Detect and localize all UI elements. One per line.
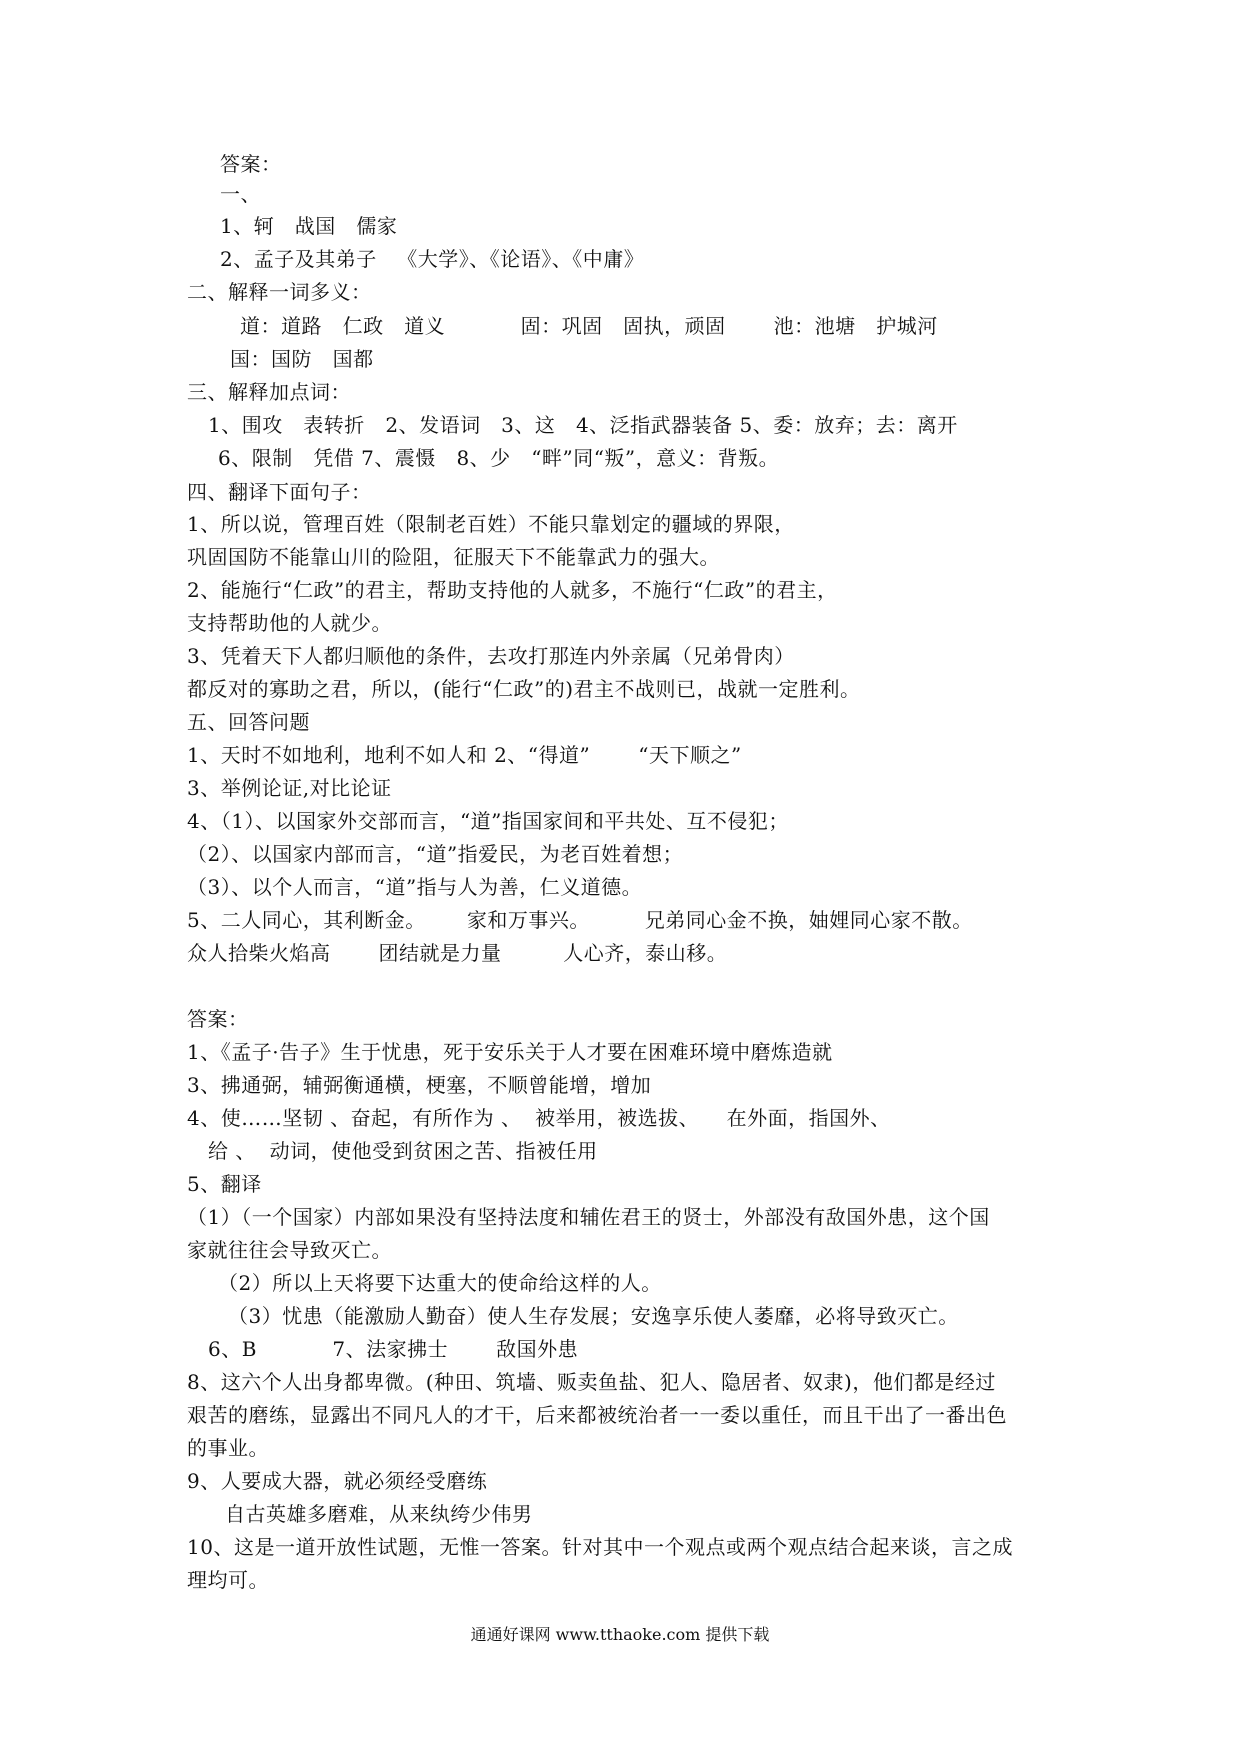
answer-line: （2）、以国家内部而言，“道”指爱民，为老百姓着想； [187,842,684,866]
answer-line: 9、人要成大器，就必须经受磨练 [187,1469,488,1493]
answer-line: 1、围攻 表转折 2、发语词 3、这 4、泛指武器装备 5、委：放弃；去：离开 [208,413,958,437]
answer-line: 支持帮助他的人就少。 [187,611,392,635]
answer-heading: 答案： [220,152,282,176]
answer-line: 理均可。 [187,1568,269,1592]
answer-line: （2）所以上天将要下达重大的使命给这样的人。 [218,1271,662,1295]
answer-line: 的事业。 [187,1436,269,1460]
answer-line: 众人拾柴火焰高 团结就是力量 人心齐，泰山移。 [187,941,728,965]
answer-line: 6、B 7、法家拂士 敌国外患 [208,1337,579,1361]
answer-line: 艰苦的磨练，显露出不同凡人的才干，后来都被统治者一一委以重任，而且干出了一番出色 [187,1403,1007,1427]
answer-line: 4、（1）、以国家外交部而言，“道”指国家间和平共处、互不侵犯； [187,809,789,833]
section-one-heading: 一、 [220,182,261,206]
answer-line: 3、拂通弼，辅弼衡通横，梗塞，不顺曾能增，增加 [187,1073,652,1097]
answer-line: 3、凭着天下人都归顺他的条件，去攻打那连内外亲属（兄弟骨肉） [187,644,795,668]
page-footer: 通通好课网 www.tthaoke.com 提供下载 [470,1625,770,1644]
answer-line: 2、能施行“仁政”的君主，帮助支持他的人就多，不施行“仁政”的君主， [187,578,838,602]
answer-line: 给 、 动词，使他受到贫困之苦、指被任用 [208,1139,598,1163]
answer-line: 4、使……坚韧 、奋起，有所作为 、 被举用，被选拔、 在外面，指国外、 [187,1106,891,1130]
answer-line: 自古英雄多磨难，从来纨绔少伟男 [225,1502,533,1526]
answer-line: 国：国防 国都 [230,347,374,371]
answer-line: 1、所以说，管理百姓（限制老百姓）不能只靠划定的疆域的界限， [187,512,795,536]
answer-line: 道：道路 仁政 道义 固：巩固 固执，顽固 池：池塘 护城河 [240,314,938,338]
answer-line: （1）（一个国家）内部如果没有坚持法度和辅佐君王的贤士，外部没有敌国外患，这个国 [187,1205,990,1229]
section-heading: 三、解释加点词： [187,380,351,404]
answer-line: 家就往往会导致灭亡。 [187,1238,392,1262]
answer-line: 10、这是一道开放性试题，无惟一答案。针对其中一个观点或两个观点结合起来谈，言之成 [187,1535,1013,1559]
answer-heading: 答案： [187,1007,249,1031]
answer-line: 6、限制 凭借 7、震慑 8、少 “畔”同“叛”，意义：背叛。 [218,446,780,470]
answer-line: 5、二人同心，其利断金。 家和万事兴。 兄弟同心金不换，妯娌同心家不散。 [187,908,973,932]
answer-line: 3、举例论证,对比论证 [187,776,392,800]
section-heading: 二、解释一词多义： [187,280,372,304]
answer-line: 都反对的寡助之君，所以，(能行“仁政”的)君主不战则已，战就一定胜利。 [187,677,861,701]
answer-line: 巩固国防不能靠山川的险阻，征服天下不能靠武力的强大。 [187,545,720,569]
answer-line: 5、翻译 [187,1172,262,1196]
answer-line: （3）忧患（能激励人勤奋）使人生存发展；安逸享乐使人萎靡，必将导致灭亡。 [228,1304,959,1328]
answer-line: 1、天时不如地利，地利不如人和 2、“得道” “天下顺之” [187,743,742,767]
answer-line: 1、轲 战国 儒家 [220,214,398,238]
answer-line: （3）、以个人而言，“道”指与人为善，仁义道德。 [187,875,643,899]
section-heading: 四、翻译下面句子： [187,480,372,504]
answer-line: 8、这六个人出身都卑微。(种田、筑墙、贩卖鱼盐、犯人、隐居者、奴隶)，他们都是经过 [187,1370,996,1394]
answer-line: 1、《孟子·告子》生于忧患，死于安乐关于人才要在困难环境中磨炼造就 [187,1040,833,1064]
section-heading: 五、回答问题 [187,710,310,734]
answer-line: 2、孟子及其弟子 《大学》、《论语》、《中庸》 [220,247,645,271]
